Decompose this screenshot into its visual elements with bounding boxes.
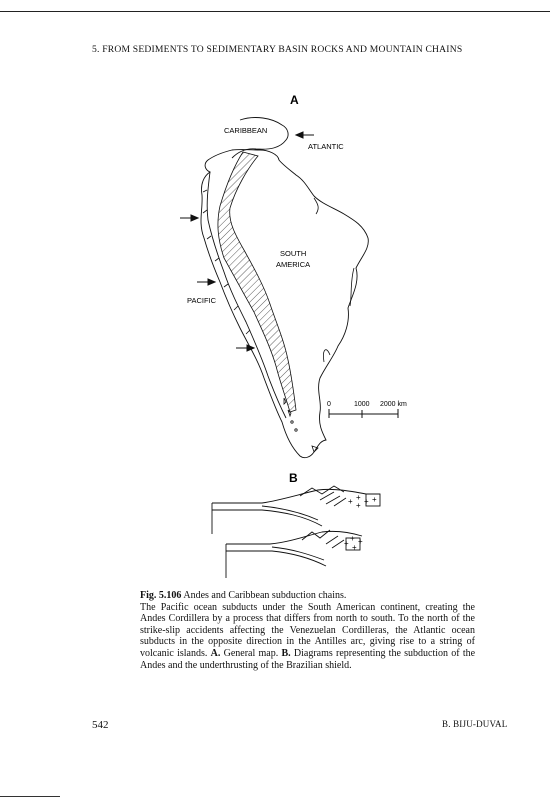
caption-a-text: General map.	[223, 647, 279, 659]
svg-text:+: +	[348, 497, 353, 506]
caption-body: The Pacific ocean subducts under the South American continent, creating the Andes Cordillera by a process that differs from north to south. To the north of the strike-slip accidents affecting the Venezuelan Cordilleras, the Atlantic ocean subducts in the opposite direction in the Antilles arc, giving rise to a string of volcanic islands.	[140, 601, 475, 659]
caption-a-label: A.	[210, 647, 221, 659]
caption-title: Andes and Caribbean subduction chains.	[183, 590, 347, 601]
panel-a-label: A	[290, 93, 299, 107]
running-head: 5. FROM SEDIMENTS TO SEDIMENTARY BASIN ROCKS AND MOUNTAIN CHAINS	[92, 44, 463, 55]
svg-text:+: +	[356, 501, 361, 510]
svg-text:+: +	[364, 497, 369, 506]
page-number: 542	[92, 719, 109, 731]
panel-b-label: B	[289, 471, 298, 485]
scale-tick-0: 0	[327, 401, 331, 408]
scale-bar	[327, 401, 407, 418]
cross-section-upper	[212, 486, 380, 534]
svg-text:+: +	[352, 543, 357, 552]
author-name: B. BIJU-DUVAL	[442, 719, 508, 729]
andes-cordillera	[218, 152, 296, 412]
caption-figure-number: Fig. 5.106	[140, 590, 182, 601]
svg-text:+: +	[358, 537, 363, 546]
crosses-upper	[348, 493, 377, 510]
label-america: AMERICA	[276, 260, 311, 269]
svg-text:+: +	[344, 539, 349, 548]
label-atlantic: ATLANTIC	[308, 142, 344, 151]
atlantic-subduction-arrow	[296, 132, 314, 138]
label-caribbean: CARIBBEAN	[224, 126, 268, 135]
label-pacific: PACIFIC	[187, 296, 217, 305]
east-coast-detail	[314, 198, 354, 362]
scale-tick-1000: 1000	[354, 401, 370, 408]
scale-tick-2000: 2000 km	[380, 401, 407, 408]
bottom-rule	[0, 796, 60, 797]
figure-caption	[140, 590, 475, 671]
caption-b-text: Diagrams representing the subduction of the Andes and the underthrusting of the Brazilian shield.	[140, 647, 476, 671]
cross-section-lower	[226, 530, 362, 578]
svg-text:+: +	[356, 493, 361, 502]
caption-b-label: B.	[281, 647, 291, 659]
svg-text:+: +	[372, 495, 377, 504]
label-south: SOUTH	[280, 249, 307, 258]
svg-text:+: +	[350, 534, 355, 543]
caribbean-coast	[232, 118, 288, 158]
